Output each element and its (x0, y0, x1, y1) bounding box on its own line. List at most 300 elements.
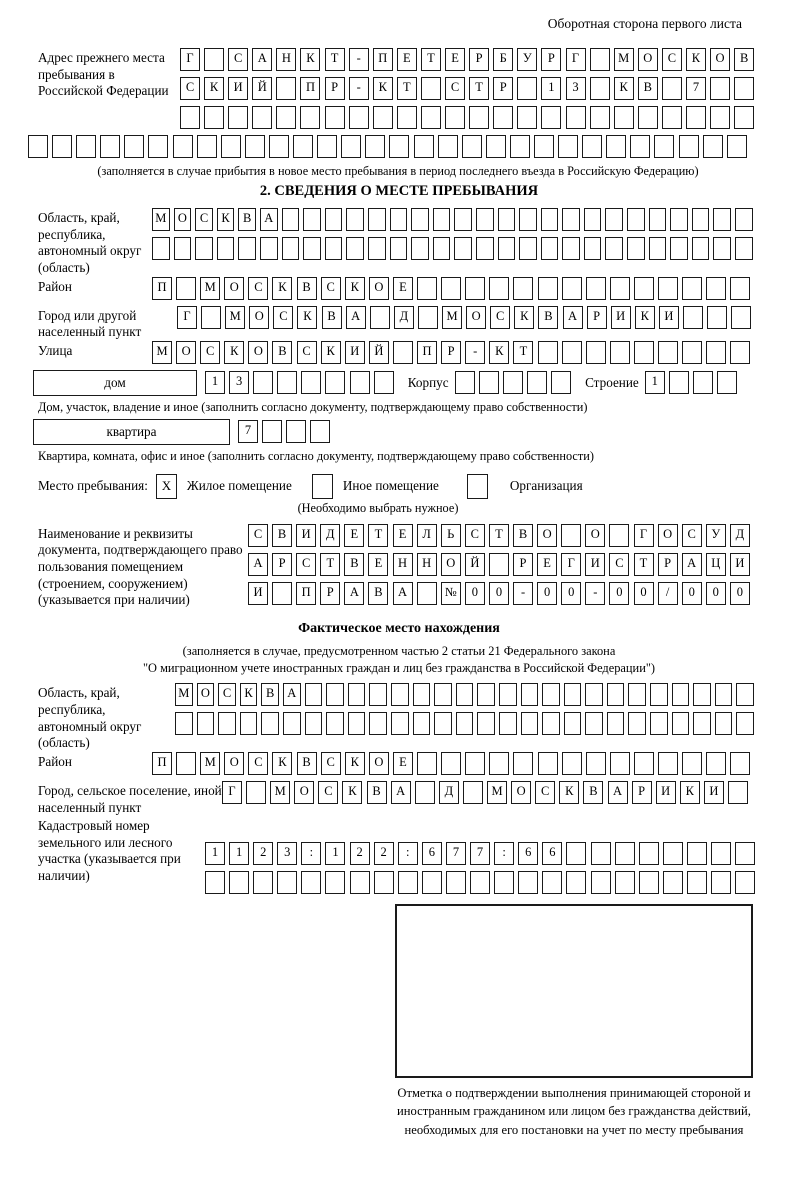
char-cell[interactable] (730, 341, 750, 364)
char-cell[interactable] (605, 237, 623, 260)
char-cell[interactable]: М (175, 683, 193, 706)
char-cell[interactable] (261, 712, 279, 735)
char-cell[interactable]: О (197, 683, 215, 706)
char-cell[interactable]: М (152, 341, 172, 364)
char-cell[interactable]: А (252, 48, 272, 71)
char-cell[interactable] (438, 135, 458, 158)
char-cell[interactable] (585, 712, 603, 735)
char-cell[interactable]: М (442, 306, 462, 329)
char-cell[interactable]: Р (632, 781, 652, 804)
char-cell[interactable]: С (682, 524, 702, 547)
char-cell[interactable]: М (225, 306, 245, 329)
char-cell[interactable] (710, 77, 730, 100)
char-cell[interactable] (204, 106, 224, 129)
char-cell[interactable]: Г (222, 781, 242, 804)
char-cell[interactable]: 0 (706, 582, 726, 605)
prev-address-row-3[interactable] (180, 106, 758, 129)
other-premises-checkbox[interactable] (312, 474, 333, 499)
char-cell[interactable] (692, 237, 710, 260)
char-cell[interactable] (317, 135, 337, 158)
char-cell[interactable]: П (417, 341, 437, 364)
char-cell[interactable]: 6 (542, 842, 562, 865)
char-cell[interactable]: В (638, 77, 658, 100)
char-cell[interactable] (521, 712, 539, 735)
char-cell[interactable] (715, 712, 733, 735)
char-cell[interactable]: И (345, 341, 365, 364)
char-cell[interactable]: 1 (229, 842, 249, 865)
char-cell[interactable]: О (174, 208, 192, 231)
char-cell[interactable] (634, 752, 654, 775)
char-cell[interactable]: К (635, 306, 655, 329)
char-cell[interactable] (649, 237, 667, 260)
char-cell[interactable] (736, 683, 754, 706)
char-cell[interactable] (148, 135, 168, 158)
char-cell[interactable]: С (445, 77, 465, 100)
prev-address-row-4[interactable] (28, 135, 760, 158)
char-cell[interactable]: 0 (537, 582, 557, 605)
char-cell[interactable] (175, 712, 193, 735)
char-cell[interactable] (562, 237, 580, 260)
char-cell[interactable] (638, 106, 658, 129)
char-cell[interactable]: 7 (686, 77, 706, 100)
char-cell[interactable]: Р (320, 582, 340, 605)
char-cell[interactable] (731, 306, 751, 329)
char-cell[interactable]: 0 (609, 582, 629, 605)
char-cell[interactable]: М (270, 781, 290, 804)
char-cell[interactable]: 1 (541, 77, 561, 100)
char-cell[interactable]: В (261, 683, 279, 706)
char-cell[interactable]: 7 (446, 842, 466, 865)
char-cell[interactable]: : (301, 842, 321, 865)
char-cell[interactable]: И (585, 553, 605, 576)
char-cell[interactable] (204, 48, 224, 71)
char-cell[interactable] (683, 306, 703, 329)
char-cell[interactable] (413, 712, 431, 735)
char-cell[interactable] (605, 208, 623, 231)
char-cell[interactable]: К (272, 277, 292, 300)
char-cell[interactable]: Н (393, 553, 413, 576)
char-cell[interactable] (584, 237, 602, 260)
char-cell[interactable]: С (490, 306, 510, 329)
char-cell[interactable] (325, 871, 345, 894)
char-cell[interactable] (519, 208, 537, 231)
char-cell[interactable] (489, 553, 509, 576)
char-cell[interactable] (715, 683, 733, 706)
char-cell[interactable]: Е (344, 524, 364, 547)
char-cell[interactable] (562, 752, 582, 775)
char-cell[interactable] (693, 371, 713, 394)
char-cell[interactable] (260, 237, 278, 260)
char-cell[interactable] (217, 237, 235, 260)
char-cell[interactable]: 3 (229, 371, 249, 394)
char-cell[interactable]: Р (325, 77, 345, 100)
char-cell[interactable] (561, 524, 581, 547)
char-cell[interactable]: А (563, 306, 583, 329)
fact-region-row-2[interactable] (175, 712, 758, 735)
char-cell[interactable]: К (514, 306, 534, 329)
char-cell[interactable]: - (349, 77, 369, 100)
char-cell[interactable] (433, 237, 451, 260)
char-cell[interactable] (176, 277, 196, 300)
char-cell[interactable]: № (441, 582, 461, 605)
char-cell[interactable] (205, 871, 225, 894)
char-cell[interactable] (349, 106, 369, 129)
char-cell[interactable] (373, 106, 393, 129)
char-cell[interactable]: К (300, 48, 320, 71)
char-cell[interactable] (411, 208, 429, 231)
char-cell[interactable]: К (373, 77, 393, 100)
char-cell[interactable] (28, 135, 48, 158)
char-cell[interactable] (566, 106, 586, 129)
char-cell[interactable] (562, 341, 582, 364)
char-cell[interactable]: В (322, 306, 342, 329)
char-cell[interactable]: 1 (325, 842, 345, 865)
char-cell[interactable] (679, 135, 699, 158)
char-cell[interactable]: Д (730, 524, 750, 547)
char-cell[interactable] (303, 237, 321, 260)
char-cell[interactable] (476, 237, 494, 260)
char-cell[interactable] (564, 712, 582, 735)
char-cell[interactable] (180, 106, 200, 129)
char-cell[interactable] (735, 842, 755, 865)
char-cell[interactable] (434, 683, 452, 706)
char-cell[interactable] (413, 683, 431, 706)
char-cell[interactable]: Е (368, 553, 388, 576)
char-cell[interactable] (658, 341, 678, 364)
document-row-3[interactable] (248, 582, 754, 605)
char-cell[interactable]: К (297, 306, 317, 329)
char-cell[interactable] (397, 106, 417, 129)
char-cell[interactable] (566, 842, 586, 865)
char-cell[interactable] (390, 208, 408, 231)
char-cell[interactable] (703, 135, 723, 158)
char-cell[interactable]: А (682, 553, 702, 576)
char-cell[interactable] (682, 341, 702, 364)
char-cell[interactable]: О (369, 752, 389, 775)
char-cell[interactable] (477, 712, 495, 735)
char-cell[interactable] (368, 208, 386, 231)
char-cell[interactable] (687, 871, 707, 894)
char-cell[interactable] (269, 135, 289, 158)
char-cell[interactable]: Г (566, 48, 586, 71)
char-cell[interactable]: С (273, 306, 293, 329)
char-cell[interactable] (566, 871, 586, 894)
street-row[interactable] (152, 341, 754, 364)
char-cell[interactable] (670, 237, 688, 260)
char-cell[interactable] (499, 683, 517, 706)
char-cell[interactable] (152, 237, 170, 260)
char-cell[interactable] (393, 341, 413, 364)
char-cell[interactable]: Т (513, 341, 533, 364)
char-cell[interactable]: М (200, 752, 220, 775)
char-cell[interactable]: Т (397, 77, 417, 100)
char-cell[interactable]: Р (541, 48, 561, 71)
char-cell[interactable]: Р (272, 553, 292, 576)
char-cell[interactable] (100, 135, 120, 158)
char-cell[interactable] (692, 208, 710, 231)
char-cell[interactable] (541, 106, 561, 129)
char-cell[interactable] (218, 712, 236, 735)
char-cell[interactable] (454, 208, 472, 231)
char-cell[interactable]: В (297, 277, 317, 300)
char-cell[interactable]: Т (421, 48, 441, 71)
char-cell[interactable] (713, 208, 731, 231)
char-cell[interactable]: К (559, 781, 579, 804)
char-cell[interactable]: Р (441, 341, 461, 364)
char-cell[interactable] (670, 208, 688, 231)
char-cell[interactable] (414, 135, 434, 158)
char-cell[interactable]: О (176, 341, 196, 364)
char-cell[interactable] (541, 237, 559, 260)
char-cell[interactable] (176, 752, 196, 775)
char-cell[interactable] (350, 371, 370, 394)
char-cell[interactable]: В (367, 781, 387, 804)
char-cell[interactable] (503, 371, 523, 394)
char-cell[interactable]: В (583, 781, 603, 804)
char-cell[interactable] (276, 77, 296, 100)
char-cell[interactable]: 1 (645, 371, 665, 394)
char-cell[interactable] (446, 871, 466, 894)
char-cell[interactable] (734, 77, 754, 100)
char-cell[interactable] (663, 871, 683, 894)
char-cell[interactable]: К (614, 77, 634, 100)
char-cell[interactable] (518, 871, 538, 894)
char-cell[interactable]: Е (397, 48, 417, 71)
char-cell[interactable]: А (283, 683, 301, 706)
char-cell[interactable] (124, 135, 144, 158)
char-cell[interactable]: 2 (253, 842, 273, 865)
char-cell[interactable]: И (296, 524, 316, 547)
char-cell[interactable] (374, 871, 394, 894)
char-cell[interactable]: С (180, 77, 200, 100)
char-cell[interactable] (369, 683, 387, 706)
char-cell[interactable] (615, 842, 635, 865)
char-cell[interactable]: В (734, 48, 754, 71)
char-cell[interactable] (735, 871, 755, 894)
char-cell[interactable] (283, 712, 301, 735)
char-cell[interactable] (465, 277, 485, 300)
char-cell[interactable] (415, 781, 435, 804)
char-cell[interactable]: К (489, 341, 509, 364)
char-cell[interactable]: Д (320, 524, 340, 547)
char-cell[interactable] (713, 237, 731, 260)
char-cell[interactable]: С (296, 553, 316, 576)
char-cell[interactable] (686, 106, 706, 129)
char-cell[interactable] (615, 871, 635, 894)
char-cell[interactable] (562, 208, 580, 231)
char-cell[interactable]: И (248, 582, 268, 605)
char-cell[interactable]: К (345, 752, 365, 775)
char-cell[interactable]: С (662, 48, 682, 71)
char-cell[interactable]: 6 (422, 842, 442, 865)
char-cell[interactable] (628, 683, 646, 706)
char-cell[interactable] (417, 752, 437, 775)
char-cell[interactable]: С (318, 781, 338, 804)
char-cell[interactable]: : (494, 842, 514, 865)
char-cell[interactable] (513, 277, 533, 300)
char-cell[interactable] (390, 237, 408, 260)
char-cell[interactable]: М (487, 781, 507, 804)
char-cell[interactable] (551, 371, 571, 394)
char-cell[interactable] (252, 106, 272, 129)
char-cell[interactable] (614, 106, 634, 129)
char-cell[interactable] (434, 712, 452, 735)
char-cell[interactable] (455, 371, 475, 394)
char-cell[interactable]: И (228, 77, 248, 100)
char-cell[interactable] (736, 712, 754, 735)
prev-address-row-1[interactable] (180, 48, 758, 71)
char-cell[interactable] (650, 683, 668, 706)
char-cell[interactable]: В (272, 341, 292, 364)
char-cell[interactable]: С (321, 277, 341, 300)
char-cell[interactable]: / (658, 582, 678, 605)
char-cell[interactable] (542, 683, 560, 706)
char-cell[interactable]: Т (325, 48, 345, 71)
char-cell[interactable]: П (373, 48, 393, 71)
char-cell[interactable]: К (224, 341, 244, 364)
char-cell[interactable]: У (706, 524, 726, 547)
char-cell[interactable] (445, 106, 465, 129)
char-cell[interactable] (346, 208, 364, 231)
char-cell[interactable]: К (272, 752, 292, 775)
char-cell[interactable] (734, 106, 754, 129)
char-cell[interactable] (293, 135, 313, 158)
organization-checkbox[interactable] (467, 474, 488, 499)
char-cell[interactable]: М (614, 48, 634, 71)
char-cell[interactable] (494, 871, 514, 894)
char-cell[interactable] (649, 208, 667, 231)
char-cell[interactable] (628, 712, 646, 735)
char-cell[interactable] (245, 135, 265, 158)
char-cell[interactable]: К (321, 341, 341, 364)
char-cell[interactable]: К (240, 683, 258, 706)
char-cell[interactable]: Т (320, 553, 340, 576)
char-cell[interactable] (253, 871, 273, 894)
char-cell[interactable]: 0 (634, 582, 654, 605)
char-cell[interactable]: Г (177, 306, 197, 329)
district-row[interactable] (152, 277, 754, 300)
char-cell[interactable]: 0 (682, 582, 702, 605)
char-cell[interactable]: Е (393, 277, 413, 300)
char-cell[interactable]: И (704, 781, 724, 804)
char-cell[interactable] (706, 341, 726, 364)
char-cell[interactable] (469, 106, 489, 129)
region-row-2[interactable] (152, 237, 757, 260)
char-cell[interactable] (418, 306, 438, 329)
char-cell[interactable] (706, 752, 726, 775)
char-cell[interactable]: К (345, 277, 365, 300)
char-cell[interactable] (562, 277, 582, 300)
char-cell[interactable] (538, 752, 558, 775)
char-cell[interactable] (456, 712, 474, 735)
char-cell[interactable]: И (659, 306, 679, 329)
char-cell[interactable]: 1 (205, 842, 225, 865)
char-cell[interactable] (346, 237, 364, 260)
char-cell[interactable]: Ь (441, 524, 461, 547)
char-cell[interactable] (229, 871, 249, 894)
char-cell[interactable]: Й (252, 77, 272, 100)
char-cell[interactable] (558, 135, 578, 158)
char-cell[interactable] (735, 237, 753, 260)
char-cell[interactable]: Р (513, 553, 533, 576)
char-cell[interactable] (711, 842, 731, 865)
char-cell[interactable]: Й (465, 553, 485, 576)
char-cell[interactable]: О (710, 48, 730, 71)
char-cell[interactable]: Е (393, 752, 413, 775)
char-cell[interactable] (389, 135, 409, 158)
char-cell[interactable]: С (218, 683, 236, 706)
char-cell[interactable]: К (217, 208, 235, 231)
char-cell[interactable] (489, 277, 509, 300)
char-cell[interactable] (627, 208, 645, 231)
char-cell[interactable] (607, 683, 625, 706)
char-cell[interactable] (534, 135, 554, 158)
char-cell[interactable] (519, 237, 537, 260)
char-cell[interactable] (517, 106, 537, 129)
char-cell[interactable] (341, 135, 361, 158)
char-cell[interactable]: А (608, 781, 628, 804)
char-cell[interactable]: Д (394, 306, 414, 329)
char-cell[interactable] (650, 712, 668, 735)
char-cell[interactable] (465, 752, 485, 775)
fact-district-row[interactable] (152, 752, 754, 775)
char-cell[interactable] (590, 106, 610, 129)
char-cell[interactable] (195, 237, 213, 260)
char-cell[interactable] (476, 208, 494, 231)
char-cell[interactable]: Т (489, 524, 509, 547)
char-cell[interactable] (433, 208, 451, 231)
char-cell[interactable]: М (200, 277, 220, 300)
char-cell[interactable] (417, 277, 437, 300)
char-cell[interactable]: П (152, 752, 172, 775)
char-cell[interactable]: И (730, 553, 750, 576)
char-cell[interactable]: В (297, 752, 317, 775)
char-cell[interactable] (421, 77, 441, 100)
char-cell[interactable]: В (344, 553, 364, 576)
char-cell[interactable]: С (321, 752, 341, 775)
char-cell[interactable]: Н (417, 553, 437, 576)
char-cell[interactable] (527, 371, 547, 394)
char-cell[interactable]: - (349, 48, 369, 71)
char-cell[interactable]: К (680, 781, 700, 804)
char-cell[interactable] (707, 306, 727, 329)
char-cell[interactable] (727, 135, 747, 158)
char-cell[interactable]: 2 (350, 842, 370, 865)
char-cell[interactable] (454, 237, 472, 260)
char-cell[interactable] (286, 420, 306, 443)
char-cell[interactable]: О (511, 781, 531, 804)
char-cell[interactable] (282, 237, 300, 260)
char-cell[interactable] (348, 712, 366, 735)
char-cell[interactable]: В (368, 582, 388, 605)
char-cell[interactable] (706, 277, 726, 300)
char-cell[interactable] (173, 135, 193, 158)
char-cell[interactable]: П (152, 277, 172, 300)
char-cell[interactable] (411, 237, 429, 260)
char-cell[interactable]: О (224, 277, 244, 300)
char-cell[interactable] (421, 106, 441, 129)
char-cell[interactable] (201, 306, 221, 329)
char-cell[interactable] (463, 781, 483, 804)
char-cell[interactable]: Ц (706, 553, 726, 576)
char-cell[interactable] (682, 752, 702, 775)
char-cell[interactable] (682, 277, 702, 300)
char-cell[interactable] (541, 208, 559, 231)
char-cell[interactable]: В (238, 208, 256, 231)
fact-region-row-1[interactable] (175, 683, 758, 706)
char-cell[interactable] (590, 48, 610, 71)
char-cell[interactable] (282, 208, 300, 231)
